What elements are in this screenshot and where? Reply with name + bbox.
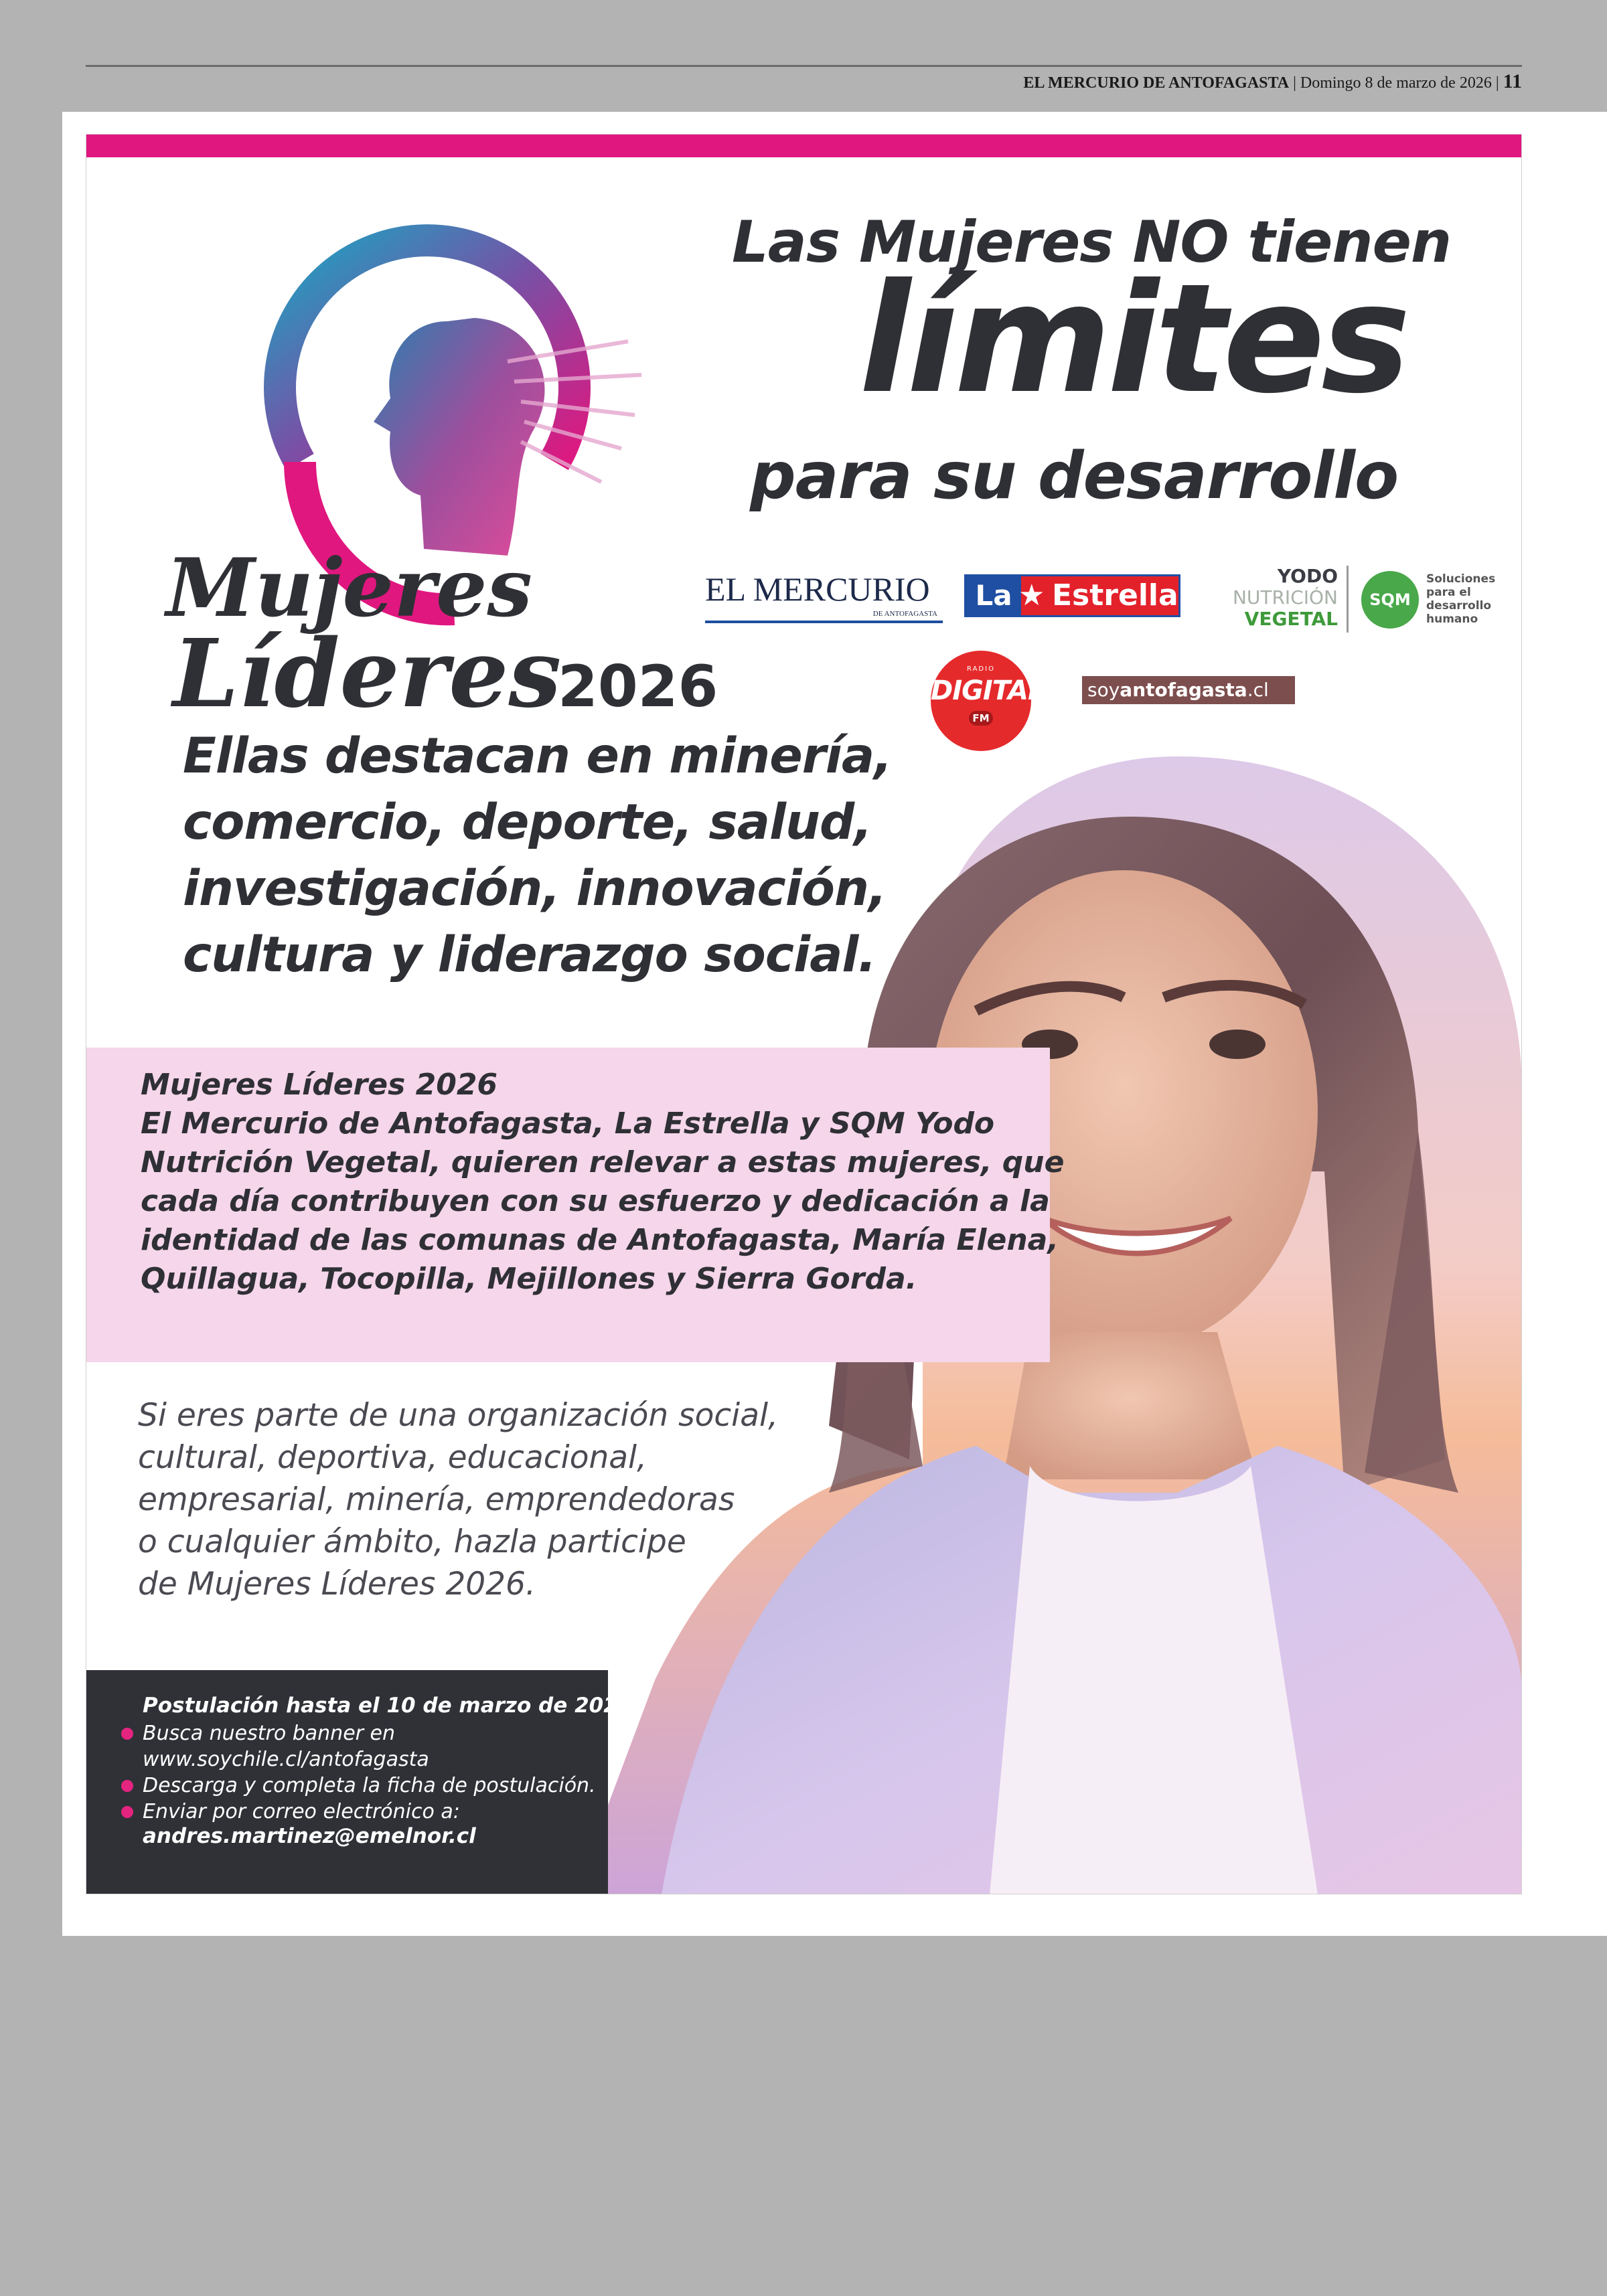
page-header (86, 65, 1522, 112)
postulacion-title: Postulación hasta el 10 de marzo de 2026 (143, 1694, 633, 1718)
header-line (1023, 70, 1522, 93)
sqm-yodo-logo (1217, 565, 1496, 633)
soy-city: antofagasta (1120, 679, 1247, 701)
yodo-line2: NUTRICIÓN (1232, 586, 1338, 608)
postulacion-url[interactable]: www.soychile.cl/antofagasta (143, 1748, 429, 1771)
sqm-icon: SQM (1361, 571, 1419, 629)
el-mercurio-underline (705, 621, 943, 623)
yodo-line1: YODO (1277, 565, 1338, 587)
header-divider: | (1293, 74, 1300, 92)
el-mercurio-name: EL MERCURIO (705, 570, 930, 608)
band-line: Mujeres Líderes 2026 (141, 1068, 498, 1102)
yodo-line3: VEGETAL (1244, 608, 1338, 630)
step-text: Enviar por correo electrónico a: (143, 1800, 460, 1823)
invite-line: cultural, deportiva, educacional, (138, 1439, 647, 1476)
soy-prefix: soy (1087, 679, 1120, 701)
list-item (116, 1773, 652, 1799)
invite-line: de Mujeres Líderes 2026. (138, 1566, 536, 1603)
step-text: Busca nuestro banner en (143, 1722, 395, 1745)
headline-line3: para su desarrollo (750, 438, 1399, 513)
intro-line: comercio, deporte, salud, (183, 794, 872, 851)
digital-radio-label: RADIO (967, 665, 995, 673)
band-paragraph (141, 1066, 1078, 1299)
la-estrella-logo (964, 574, 1180, 617)
publication-date: Domingo 8 de marzo de 2026 (1300, 74, 1492, 92)
la-estrella-name: Estrella (1052, 578, 1178, 612)
postulacion-email[interactable]: andres.martinez@emelnor.cl (143, 1824, 476, 1848)
bullet-icon (121, 1780, 133, 1792)
publication-name: EL MERCURIO DE ANTOFAGASTA (1023, 74, 1290, 92)
sqm-tagline-2: para el (1426, 586, 1471, 599)
header-rule (86, 65, 1522, 67)
list-item (116, 1799, 652, 1825)
band-line: Quillagua, Tocopilla, Mejillones y Sierra Gorda. (141, 1262, 917, 1296)
el-mercurio-logo (705, 572, 943, 625)
headline-line1: Las Mujeres NO tienen (732, 209, 1452, 276)
invite-line: o cualquier ámbito, hazla participe (138, 1524, 686, 1560)
yodo-wordmark (1217, 566, 1338, 630)
list-item (116, 1746, 652, 1773)
band-line: identidad de las comunas de Antofagasta, María Elena, (141, 1223, 1059, 1257)
postulacion-steps (116, 1720, 652, 1825)
la-estrella-la: La (966, 576, 1021, 615)
sqm-tagline-3: desarrollo (1426, 599, 1492, 612)
bullet-icon (121, 1806, 133, 1818)
invite-line: Si eres parte de una organización social, (138, 1397, 779, 1434)
invite-line: empresarial, minería, emprendedoras (138, 1481, 735, 1518)
el-mercurio-sub: DE ANTOFAGASTA (872, 610, 937, 618)
headline-line2: límites (859, 252, 1407, 427)
step-text: Descarga y completa la ficha de postulación. (143, 1774, 596, 1797)
sqm-tagline (1426, 572, 1507, 626)
soy-suffix: .cl (1247, 679, 1269, 701)
mujeres-lideres-logo (159, 208, 729, 776)
invite-paragraph (138, 1394, 874, 1605)
digital-fm-logo (931, 651, 1045, 751)
logo-year: 2026 (558, 653, 718, 720)
list-item (116, 1720, 652, 1746)
sqm-tagline-4: humano (1426, 612, 1478, 626)
soyantofagasta-logo (1082, 676, 1295, 704)
advertisement (86, 134, 1522, 1894)
yodo-separator (1347, 566, 1349, 633)
star-icon: ★ (1018, 578, 1045, 612)
intro-line: cultura y liderazgo social. (183, 926, 876, 983)
digital-name: DIGITAL (931, 675, 1045, 706)
intro-paragraph (183, 723, 919, 988)
page-number: 11 (1503, 70, 1522, 92)
band-line: El Mercurio de Antofagasta, La Estrella y SQM Yodo (141, 1106, 995, 1141)
band-line: Nutrición Vegetal, quieren relevar a estas mujeres, que (141, 1145, 1065, 1179)
header-divider: | (1495, 74, 1503, 92)
logo-line2: Líderes (173, 619, 562, 729)
logo-line1: Mujeres (166, 541, 532, 635)
digital-fm-badge: FM (969, 711, 993, 726)
intro-line: investigación, innovación, (183, 860, 887, 917)
intro-line: Ellas destacan en minería, (183, 728, 892, 785)
band-line: cada día contribuyen con su esfuerzo y dedicación a la (141, 1184, 1050, 1218)
sqm-tagline-1: Soluciones (1426, 572, 1496, 586)
magenta-top-bar (86, 134, 1522, 157)
bullet-icon (121, 1728, 133, 1740)
